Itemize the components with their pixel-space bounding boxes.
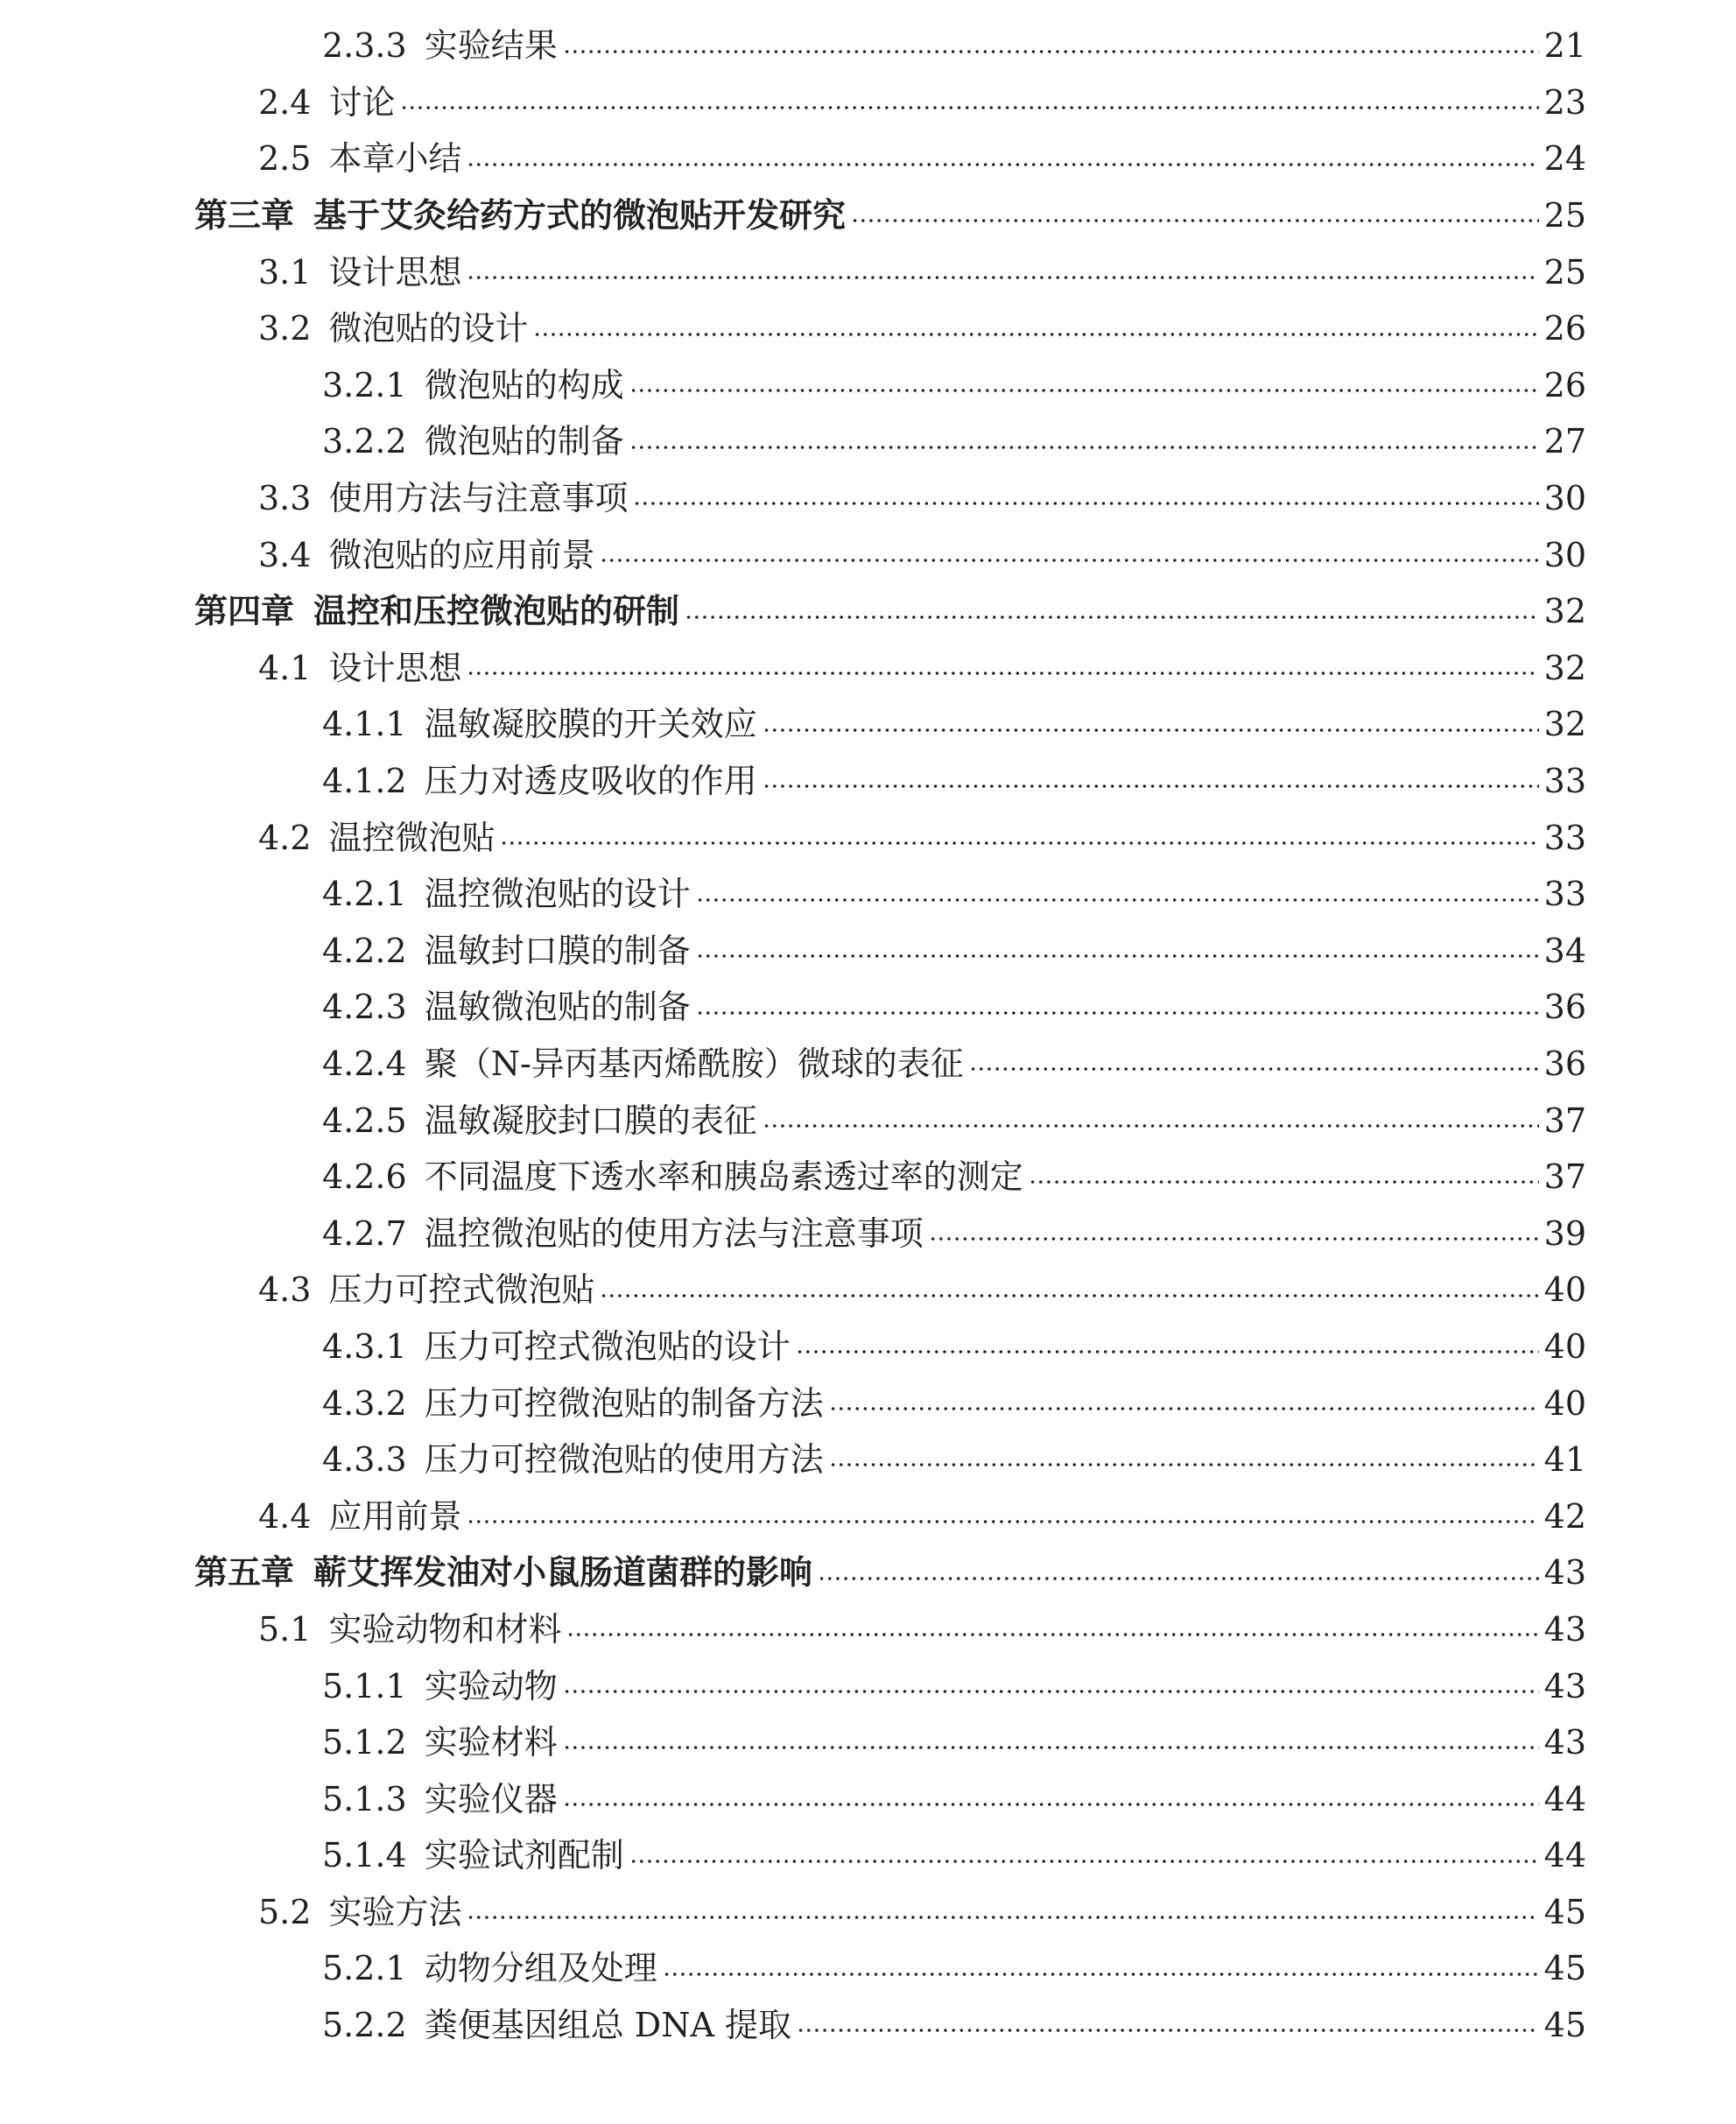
toc-entry-number: 4.2.2 — [322, 931, 407, 970]
toc-entry-page-number: 24 — [1543, 139, 1586, 179]
toc-entry-number: 3.3 — [258, 479, 312, 518]
toc-section-entry[interactable] — [0, 1601, 1736, 1658]
toc-section-entry[interactable] — [0, 243, 1736, 300]
toc-entry-number: 3.4 — [258, 535, 312, 574]
toc-entry-number: 4.4 — [258, 1496, 312, 1536]
toc-entry-page-number: 30 — [1543, 535, 1586, 574]
toc-entry-page-number: 40 — [1543, 1326, 1586, 1366]
toc-dot-leader — [629, 1854, 1539, 1868]
toc-entry-title: 微泡贴的应用前景 — [328, 535, 595, 574]
toc-entry-title: 本章小结 — [328, 139, 462, 179]
toc-subsection-entry[interactable] — [0, 1205, 1736, 1262]
toc-entry-title: 温控微泡贴的使用方法与注意事项 — [424, 1213, 924, 1253]
toc-entry-page-number: 33 — [1543, 762, 1586, 801]
toc-entry-title: 设计思想 — [328, 648, 462, 687]
toc-entry-title: 实验材料 — [424, 1723, 558, 1762]
toc-entry-page-number: 43 — [1543, 1553, 1586, 1593]
toc-subsection-entry[interactable] — [0, 1827, 1736, 1884]
toc-entry-page-number: 45 — [1543, 1892, 1586, 1931]
toc-section-entry[interactable] — [0, 526, 1736, 583]
toc-entry-title: 温敏凝胶膜的开关效应 — [424, 705, 757, 744]
toc-dot-leader — [829, 1458, 1539, 1472]
toc-entry-number: 4.1.2 — [322, 762, 407, 801]
toc-entry-page-number: 25 — [1543, 252, 1586, 292]
toc-entry-title: 讨论 — [328, 82, 396, 122]
toc-subsection-entry[interactable] — [0, 1431, 1736, 1488]
toc-section-entry[interactable] — [0, 1262, 1736, 1319]
toc-entry-title: 温控微泡贴的设计 — [424, 875, 691, 914]
toc-entry-title: 温敏封口膜的制备 — [424, 931, 691, 970]
toc-entry-title: 压力可控微泡贴的制备方法 — [424, 1383, 824, 1423]
toc-dot-leader — [500, 836, 1538, 850]
table-of-contents — [0, 18, 1736, 2053]
toc-dot-leader — [600, 553, 1538, 567]
toc-entry-page-number: 36 — [1543, 1044, 1586, 1083]
toc-entry-number: 3.2.2 — [322, 422, 407, 461]
toc-entry-title: 实验结果 — [424, 26, 558, 66]
toc-dot-leader — [400, 101, 1538, 115]
toc-section-entry[interactable] — [0, 130, 1736, 187]
toc-dot-leader — [633, 496, 1538, 510]
toc-entry-number: 5.2.2 — [322, 2006, 407, 2045]
toc-section-entry[interactable] — [0, 1488, 1736, 1544]
toc-dot-leader — [563, 1741, 1539, 1755]
toc-entry-title: 温控微泡贴 — [328, 818, 495, 857]
toc-dot-leader — [600, 1289, 1538, 1303]
toc-dot-leader — [685, 610, 1539, 624]
toc-dot-leader — [696, 949, 1539, 963]
toc-entry-page-number: 45 — [1543, 1949, 1586, 1988]
toc-entry-title: 设计思想 — [328, 252, 462, 292]
toc-entry-title: 聚（N-异丙基丙烯酰胺）微球的表征 — [424, 1044, 964, 1083]
toc-entry-title: 温敏微泡贴的制备 — [424, 988, 691, 1027]
toc-entry-page-number: 37 — [1543, 1157, 1586, 1197]
toc-dot-leader — [629, 383, 1539, 397]
toc-entry-title: 压力可控式微泡贴 — [328, 1270, 595, 1310]
toc-entry-page-number: 40 — [1543, 1270, 1586, 1310]
toc-dot-leader — [818, 1572, 1539, 1586]
toc-entry-number: 5.2 — [258, 1892, 312, 1931]
toc-subsection-entry[interactable] — [0, 1770, 1736, 1827]
toc-entry-page-number: 44 — [1543, 1779, 1586, 1818]
toc-subsection-entry[interactable] — [0, 357, 1736, 414]
toc-subsection-entry[interactable] — [0, 1940, 1736, 1997]
toc-entry-number: 4.3.1 — [322, 1326, 407, 1366]
toc-subsection-entry[interactable] — [0, 1375, 1736, 1431]
toc-entry-page-number: 33 — [1543, 818, 1586, 857]
toc-subsection-entry[interactable] — [0, 753, 1736, 810]
toc-entry-page-number: 27 — [1543, 422, 1586, 461]
toc-entry-title: 实验动物 — [424, 1666, 558, 1706]
toc-section-entry[interactable] — [0, 640, 1736, 697]
toc-entry-number: 4.2.3 — [322, 988, 407, 1027]
toc-subsection-entry[interactable] — [0, 1997, 1736, 2054]
toc-entry-number: 5.1.3 — [322, 1779, 407, 1818]
toc-section-entry[interactable] — [0, 74, 1736, 131]
toc-dot-leader — [796, 1345, 1539, 1359]
toc-dot-leader — [467, 1515, 1538, 1529]
toc-entry-page-number: 30 — [1543, 479, 1586, 518]
toc-section-entry[interactable] — [0, 1884, 1736, 1941]
toc-entry-page-number: 39 — [1543, 1213, 1586, 1253]
toc-dot-leader — [629, 440, 1539, 454]
toc-dot-leader — [696, 893, 1539, 907]
toc-entry-page-number: 26 — [1543, 309, 1586, 348]
toc-entry-number: 4.3.3 — [322, 1440, 407, 1480]
toc-entry-title: 微泡贴的设计 — [328, 309, 529, 348]
toc-entry-title: 实验仪器 — [424, 1779, 558, 1818]
toc-entry-title: 微泡贴的构成 — [424, 365, 624, 404]
toc-dot-leader — [563, 45, 1539, 59]
toc-subsection-entry[interactable] — [0, 1036, 1736, 1093]
toc-entry-number: 3.2.1 — [322, 365, 407, 404]
toc-entry-title: 压力可控微泡贴的使用方法 — [424, 1440, 824, 1480]
toc-entry-title: 压力对透皮吸收的作用 — [424, 762, 757, 801]
toc-entry-number: 4.2.4 — [322, 1044, 407, 1083]
toc-entry-title: 实验方法 — [328, 1892, 462, 1931]
toc-entry-number: 4.2.5 — [322, 1101, 407, 1140]
toc-dot-leader — [467, 666, 1538, 680]
toc-subsection-entry[interactable] — [0, 1319, 1736, 1375]
toc-list — [0, 18, 1736, 2053]
toc-entry-title: 粪便基因组总 DNA 提取 — [424, 2006, 792, 2045]
toc-entry-title: 微泡贴的制备 — [424, 422, 624, 461]
toc-entry-page-number: 23 — [1543, 82, 1586, 122]
toc-dot-leader — [851, 214, 1539, 228]
toc-entry-number: 5.1.2 — [322, 1723, 407, 1762]
toc-dot-leader — [969, 1062, 1539, 1076]
toc-subsection-entry[interactable] — [0, 1149, 1736, 1206]
toc-entry-number: 第五章 — [194, 1553, 295, 1593]
toc-subsection-entry[interactable] — [0, 1714, 1736, 1771]
toc-entry-page-number: 25 — [1543, 196, 1586, 236]
toc-entry-number: 2.4 — [258, 82, 312, 122]
toc-dot-leader — [533, 327, 1538, 341]
toc-entry-title: 温控和压控微泡贴的研制 — [313, 592, 680, 631]
toc-dot-leader — [696, 1006, 1539, 1020]
toc-entry-title: 使用方法与注意事项 — [328, 479, 629, 518]
toc-entry-number: 4.3.2 — [322, 1383, 407, 1423]
toc-dot-leader — [1029, 1175, 1539, 1189]
toc-entry-page-number: 44 — [1543, 1836, 1586, 1875]
toc-dot-leader — [797, 2023, 1539, 2037]
toc-subsection-entry[interactable] — [0, 413, 1736, 470]
toc-entry-page-number: 43 — [1543, 1723, 1586, 1762]
toc-entry-page-number: 32 — [1543, 705, 1586, 744]
toc-entry-number: 4.2 — [258, 818, 312, 857]
toc-chapter-entry[interactable] — [0, 1544, 1736, 1601]
toc-entry-number: 4.2.1 — [322, 875, 407, 914]
toc-entry-number: 5.2.1 — [322, 1949, 407, 1988]
toc-subsection-entry[interactable] — [0, 1092, 1736, 1149]
toc-subsection-entry[interactable] — [0, 1657, 1736, 1714]
toc-entry-page-number: 32 — [1543, 648, 1586, 687]
toc-subsection-entry[interactable] — [0, 18, 1736, 74]
toc-entry-page-number: 21 — [1543, 26, 1586, 66]
toc-dot-leader — [763, 1119, 1539, 1133]
toc-entry-page-number: 45 — [1543, 2006, 1586, 2045]
toc-entry-number: 5.1.1 — [322, 1666, 407, 1706]
toc-subsection-entry[interactable] — [0, 696, 1736, 753]
toc-entry-page-number: 26 — [1543, 365, 1586, 404]
toc-entry-page-number: 36 — [1543, 988, 1586, 1027]
toc-entry-page-number: 32 — [1543, 592, 1586, 631]
toc-section-entry[interactable] — [0, 809, 1736, 866]
toc-dot-leader — [663, 1967, 1539, 1981]
toc-section-entry[interactable] — [0, 470, 1736, 527]
toc-entry-number: 第四章 — [194, 592, 295, 631]
toc-dot-leader — [563, 1684, 1539, 1698]
toc-entry-number: 2.5 — [258, 139, 312, 179]
toc-entry-page-number: 43 — [1543, 1666, 1586, 1706]
toc-entry-page-number: 34 — [1543, 931, 1586, 970]
toc-entry-number: 4.2.6 — [322, 1157, 407, 1197]
toc-entry-title: 应用前景 — [328, 1496, 462, 1536]
toc-dot-leader — [763, 723, 1539, 737]
toc-subsection-entry[interactable] — [0, 979, 1736, 1036]
toc-dot-leader — [566, 1628, 1538, 1642]
toc-dot-leader — [763, 779, 1539, 793]
toc-entry-page-number: 41 — [1543, 1440, 1586, 1480]
toc-entry-number: 4.2.7 — [322, 1213, 407, 1253]
toc-entry-title: 压力可控式微泡贴的设计 — [424, 1326, 791, 1366]
toc-entry-number: 5.1.4 — [322, 1836, 407, 1875]
toc-dot-leader — [563, 1797, 1539, 1811]
toc-entry-title: 实验动物和材料 — [328, 1609, 562, 1649]
toc-entry-page-number: 40 — [1543, 1383, 1586, 1423]
toc-entry-title: 蕲艾挥发油对小鼠肠道菌群的影响 — [313, 1553, 813, 1593]
toc-entry-title: 动物分组及处理 — [424, 1949, 657, 1988]
toc-entry-number: 2.3.3 — [322, 26, 407, 66]
toc-entry-number: 5.1 — [258, 1609, 312, 1649]
toc-entry-title: 不同温度下透水率和胰岛素透过率的测定 — [424, 1157, 1023, 1197]
toc-entry-number: 4.3 — [258, 1270, 312, 1310]
toc-entry-page-number: 37 — [1543, 1101, 1586, 1140]
toc-entry-page-number: 33 — [1543, 875, 1586, 914]
toc-entry-number: 3.2 — [258, 309, 312, 348]
toc-subsection-entry[interactable] — [0, 923, 1736, 980]
toc-section-entry[interactable] — [0, 300, 1736, 357]
toc-entry-page-number: 43 — [1543, 1609, 1586, 1649]
toc-entry-number: 第三章 — [194, 196, 295, 236]
toc-entry-number: 4.1.1 — [322, 705, 407, 744]
toc-dot-leader — [467, 1910, 1538, 1924]
toc-dot-leader — [929, 1232, 1539, 1246]
toc-chapter-entry[interactable] — [0, 583, 1736, 640]
toc-dot-leader — [467, 271, 1538, 285]
toc-entry-title: 基于艾灸给药方式的微泡贴开发研究 — [313, 196, 847, 236]
toc-entry-page-number: 42 — [1543, 1496, 1586, 1536]
toc-subsection-entry[interactable] — [0, 866, 1736, 923]
toc-entry-title: 温敏凝胶封口膜的表征 — [424, 1101, 757, 1140]
toc-chapter-entry[interactable] — [0, 187, 1736, 244]
toc-entry-number: 3.1 — [258, 252, 312, 292]
toc-dot-leader — [467, 158, 1538, 172]
toc-dot-leader — [829, 1402, 1539, 1416]
toc-entry-number: 4.1 — [258, 648, 312, 687]
toc-entry-title: 实验试剂配制 — [424, 1836, 624, 1875]
